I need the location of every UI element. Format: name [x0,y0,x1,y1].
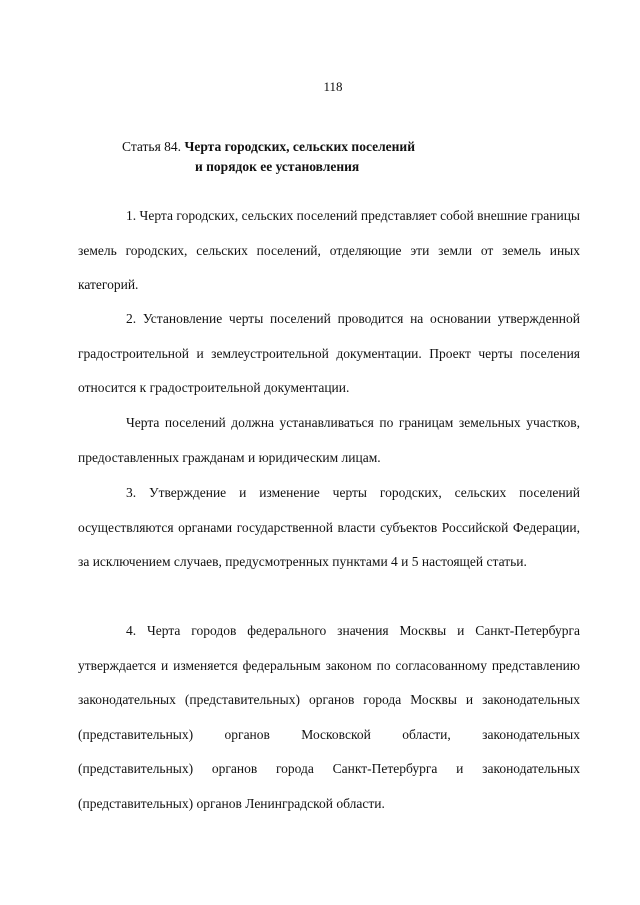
paragraph-block [78,302,580,406]
paragraph-1: 1. Черта городских, сельских поселений представляет собой внешние границы земель городских, сельских поселений, отделяющие эти земли от земель иных категорий. [78,208,580,292]
article-number: Статья 84. [122,139,182,154]
article-title-line2: и порядок ее установления [195,159,360,174]
paragraph-block [78,476,580,580]
article-heading [122,137,415,177]
paragraph-block [78,406,580,475]
paragraph-2: 2. Установление черты поселений проводится на основании утвержденной градостроительной и землеустроительной документации. Проект черты поселения относится к градостроительной документации. [78,311,580,395]
page-number: 118 [323,79,343,94]
paragraph-4: 3. Утверждение и изменение черты городских, сельских поселений осуществляются органами государственной власти субъектов Российской Федерации, за исключением случаев, предусмотренных пунктами 4 и 5 настоящей статьи. [78,485,580,569]
paragraph-5: 4. Черта городов федерального значения Москвы и Санкт-Петербурга утверждается и изменяется федеральным законом по согласованному представлению законодательных (представительных) органов города Москвы и законодательных (представительных) органов Московской области, законодательных (представительных) органов города Санкт-Петербурга и законодательных (представительных) органов Ленинградской области. [78,623,580,811]
article-title-line1: Черта городских, сельских поселений [184,139,415,154]
paragraph-block [78,199,580,303]
paragraph-block [78,614,580,821]
paragraph-3: Черта поселений должна устанавливаться по границам земельных участков, предоставленных гражданам и юридическим лицам. [78,415,580,465]
